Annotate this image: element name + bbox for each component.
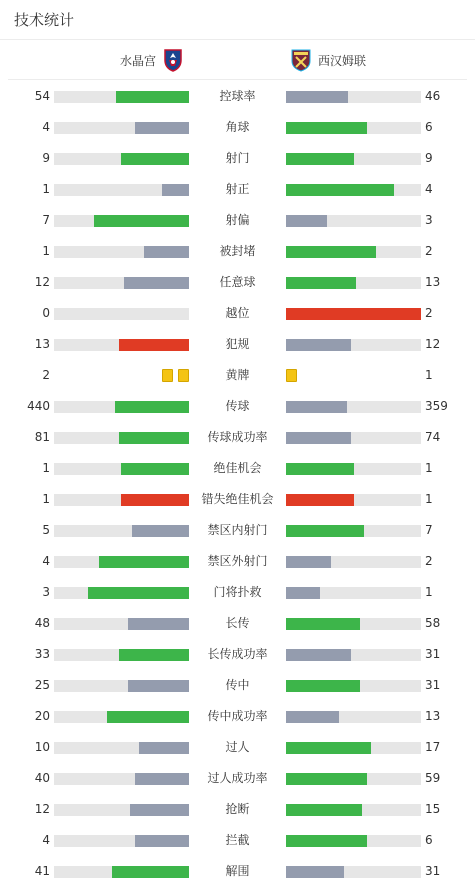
home-value: 1: [42, 492, 50, 506]
stat-label: 越位: [225, 306, 250, 320]
stat-label: 控球率: [219, 89, 256, 103]
page-title: 技术统计: [14, 11, 75, 29]
home-bar-track: [54, 835, 189, 847]
home-value: 54: [34, 89, 50, 103]
stat-label: 绝佳机会: [213, 461, 262, 475]
home-bar-fill: [135, 835, 189, 847]
stat-row: [0, 856, 475, 887]
stat-label: 犯规: [225, 337, 250, 351]
away-bar-fill: [286, 308, 421, 320]
stat-label: 角球: [225, 120, 250, 134]
away-value: 2: [425, 244, 433, 258]
away-bar-fill: [286, 246, 376, 258]
stat-row: [0, 670, 475, 701]
away-value: 46: [425, 89, 441, 103]
home-value: 48: [34, 616, 50, 630]
stat-label: 黄牌: [225, 368, 250, 382]
home-value: 1: [42, 244, 50, 258]
yellow-card-icon: [162, 369, 173, 382]
home-bar-track: [54, 742, 189, 754]
away-bar-track: [286, 835, 421, 847]
away-value: 2: [425, 306, 433, 320]
home-bar-fill: [119, 432, 189, 444]
home-bar-fill: [94, 215, 189, 227]
home-team-name: 水晶宫: [119, 53, 156, 68]
away-value: 6: [425, 833, 433, 847]
away-bar-fill: [286, 649, 351, 661]
home-bar-track: [54, 432, 189, 444]
home-bar-track: [54, 277, 189, 289]
stat-row: [0, 360, 475, 391]
home-bar-track: [54, 184, 189, 196]
home-bar-track: [54, 773, 189, 785]
away-bar-fill: [286, 773, 367, 785]
away-bar-track: [286, 308, 421, 320]
home-bar-fill: [144, 246, 189, 258]
home-bar-track: [54, 122, 189, 134]
home-value: 4: [42, 554, 50, 568]
yellow-card-icon: [178, 369, 189, 382]
away-bar-track: [286, 742, 421, 754]
home-value: 33: [34, 647, 50, 661]
home-value: 20: [34, 709, 50, 723]
away-bar-track: [286, 122, 421, 134]
stat-label: 传球成功率: [207, 430, 268, 444]
home-value: 9: [42, 151, 50, 165]
away-bar-track: [286, 246, 421, 258]
away-bar-track: [286, 184, 421, 196]
away-yellow-cards: [286, 369, 297, 382]
stat-row: [0, 794, 475, 825]
away-bar-fill: [286, 432, 351, 444]
stat-label: 射门: [225, 151, 250, 165]
stat-label: 错失绝佳机会: [201, 492, 274, 506]
home-bar-fill: [119, 339, 189, 351]
away-bar-track: [286, 866, 421, 878]
home-bar-fill: [121, 153, 189, 165]
home-value: 3: [42, 585, 50, 599]
home-bar-fill: [107, 711, 189, 723]
home-bar-track: [54, 401, 189, 413]
home-value: 1: [42, 461, 50, 475]
home-bar-fill: [88, 587, 189, 599]
stat-label: 拦截: [225, 833, 250, 847]
home-bar-track: [54, 804, 189, 816]
away-bar-fill: [286, 122, 367, 134]
teams-header: [8, 40, 467, 80]
home-bar-track: [54, 339, 189, 351]
stat-label: 射偏: [225, 213, 250, 227]
stat-row: [0, 267, 475, 298]
home-bar-fill: [116, 91, 189, 103]
away-bar-track: [286, 91, 421, 103]
away-bar-fill: [286, 277, 356, 289]
away-bar-track: [286, 680, 421, 692]
stat-label: 过人: [225, 740, 250, 754]
away-bar-track: [286, 618, 421, 630]
stat-row: [0, 205, 475, 236]
home-bar-track: [54, 587, 189, 599]
away-bar-track: [286, 153, 421, 165]
away-value: 6: [425, 120, 433, 134]
away-value: 9: [425, 151, 433, 165]
stat-row: [0, 236, 475, 267]
home-bar-fill: [124, 277, 189, 289]
home-bar-track: [54, 463, 189, 475]
home-bar-fill: [128, 680, 189, 692]
home-bar-track: [54, 153, 189, 165]
home-bar-fill: [132, 525, 189, 537]
away-bar-fill: [286, 525, 364, 537]
away-bar-fill: [286, 835, 367, 847]
away-bar-fill: [286, 804, 362, 816]
home-bar-track: [54, 680, 189, 692]
home-bar-fill: [119, 649, 189, 661]
stat-row: [0, 329, 475, 360]
home-value: 41: [34, 864, 50, 878]
home-bar-fill: [121, 463, 189, 475]
home-bar-fill: [139, 742, 189, 754]
away-bar-fill: [286, 711, 339, 723]
away-bar-track: [286, 277, 421, 289]
away-value: 3: [425, 213, 433, 227]
home-bar-fill: [162, 184, 189, 196]
stat-row: [0, 143, 475, 174]
stat-row: [0, 391, 475, 422]
home-bar-fill: [115, 401, 189, 413]
stats-list: [0, 81, 475, 887]
away-bar-track: [286, 711, 421, 723]
stat-row: [0, 81, 475, 112]
away-bar-fill: [286, 463, 354, 475]
home-bar-fill: [121, 494, 189, 506]
away-value: 13: [425, 275, 441, 289]
away-bar-fill: [286, 680, 360, 692]
home-bar-track: [54, 308, 189, 320]
away-value: 17: [425, 740, 441, 754]
stat-label: 长传: [225, 616, 250, 630]
stat-label: 传中: [225, 678, 250, 692]
stat-row: [0, 577, 475, 608]
home-value: 40: [34, 771, 50, 785]
stat-label: 门将扑救: [213, 585, 262, 599]
home-bar-track: [54, 246, 189, 258]
stat-row: [0, 732, 475, 763]
away-bar-fill: [286, 556, 331, 568]
home-bar-fill: [135, 122, 189, 134]
home-bar-fill: [135, 773, 189, 785]
home-value: 7: [42, 213, 50, 227]
home-bar-track: [54, 649, 189, 661]
away-value: 15: [425, 802, 441, 816]
stat-label: 传球: [225, 399, 250, 413]
home-value: 0: [42, 306, 50, 320]
stat-label: 禁区外射门: [207, 554, 268, 568]
west-ham-crest-icon: [290, 48, 312, 72]
away-value: 1: [425, 492, 433, 506]
away-value: 58: [425, 616, 441, 630]
away-bar-track: [286, 339, 421, 351]
home-value: 10: [34, 740, 50, 754]
away-value: 2: [425, 554, 433, 568]
home-team[interactable]: [120, 40, 184, 80]
away-bar-fill: [286, 618, 360, 630]
stat-row: [0, 453, 475, 484]
away-bar-fill: [286, 401, 347, 413]
away-bar-track: [286, 525, 421, 537]
away-value: 31: [425, 864, 441, 878]
away-value: 31: [425, 647, 441, 661]
stat-label: 射正: [225, 182, 250, 196]
away-value: 1: [425, 585, 433, 599]
stat-label: 抢断: [225, 802, 250, 816]
stat-row: [0, 422, 475, 453]
away-value: 4: [425, 182, 433, 196]
away-bar-track: [286, 804, 421, 816]
stat-row: [0, 515, 475, 546]
home-bar-fill: [112, 866, 189, 878]
home-bar-track: [54, 866, 189, 878]
away-value: 1: [425, 368, 433, 382]
home-bar-track: [54, 711, 189, 723]
away-bar-track: [286, 587, 421, 599]
away-bar-fill: [286, 184, 394, 196]
away-bar-track: [286, 215, 421, 227]
home-bar-track: [54, 618, 189, 630]
stat-row: [0, 608, 475, 639]
stat-row: [0, 484, 475, 515]
home-value: 2: [42, 368, 50, 382]
stat-row: [0, 701, 475, 732]
home-value: 81: [34, 430, 50, 444]
home-value: 4: [42, 833, 50, 847]
away-bar-track: [286, 556, 421, 568]
stat-row: [0, 174, 475, 205]
stat-row: [0, 825, 475, 856]
home-bar-fill: [128, 618, 189, 630]
home-bar-track: [54, 215, 189, 227]
stat-row: [0, 298, 475, 329]
stat-row: [0, 763, 475, 794]
yellow-card-icon: [286, 369, 297, 382]
stat-row: [0, 112, 475, 143]
stat-label: 禁区内射门: [207, 523, 268, 537]
stat-row: [0, 639, 475, 670]
away-bar-fill: [286, 91, 348, 103]
home-bar-fill: [130, 804, 189, 816]
away-bar-track: [286, 432, 421, 444]
away-bar-fill: [286, 587, 320, 599]
away-value: 59: [425, 771, 441, 785]
away-value: 74: [425, 430, 441, 444]
away-bar-track: [286, 463, 421, 475]
stat-label: 过人成功率: [207, 771, 268, 785]
away-value: 359: [425, 399, 448, 413]
home-value: 5: [42, 523, 50, 537]
away-bar-fill: [286, 494, 354, 506]
away-value: 13: [425, 709, 441, 723]
away-bar-track: [286, 649, 421, 661]
home-bar-track: [54, 525, 189, 537]
crystal-palace-crest-icon: [162, 48, 184, 72]
away-bar-track: [286, 494, 421, 506]
away-bar-fill: [286, 866, 344, 878]
away-bar-fill: [286, 339, 351, 351]
home-value: 4: [42, 120, 50, 134]
away-bar-fill: [286, 742, 371, 754]
home-bar-fill: [99, 556, 189, 568]
away-team[interactable]: [290, 40, 366, 80]
away-value: 31: [425, 678, 441, 692]
away-bar-fill: [286, 215, 327, 227]
home-value: 1: [42, 182, 50, 196]
home-value: 440: [27, 399, 50, 413]
home-bar-track: [54, 494, 189, 506]
page-header: [0, 0, 475, 40]
home-value: 25: [34, 678, 50, 692]
away-bar-track: [286, 401, 421, 413]
home-bar-track: [54, 91, 189, 103]
stat-label: 解围: [225, 864, 250, 878]
home-value: 12: [34, 275, 50, 289]
away-bar-fill: [286, 153, 354, 165]
home-value: 13: [34, 337, 50, 351]
stat-label: 任意球: [219, 275, 256, 289]
away-team-name: 西汉姆联: [318, 53, 367, 68]
away-bar-track: [286, 773, 421, 785]
stat-row: [0, 546, 475, 577]
away-value: 12: [425, 337, 441, 351]
stat-label: 传中成功率: [207, 709, 268, 723]
home-yellow-cards: [162, 369, 189, 382]
away-value: 1: [425, 461, 433, 475]
stat-label: 被封堵: [219, 244, 256, 258]
away-value: 7: [425, 523, 433, 537]
home-value: 12: [34, 802, 50, 816]
stat-label: 长传成功率: [207, 647, 268, 661]
home-bar-track: [54, 556, 189, 568]
